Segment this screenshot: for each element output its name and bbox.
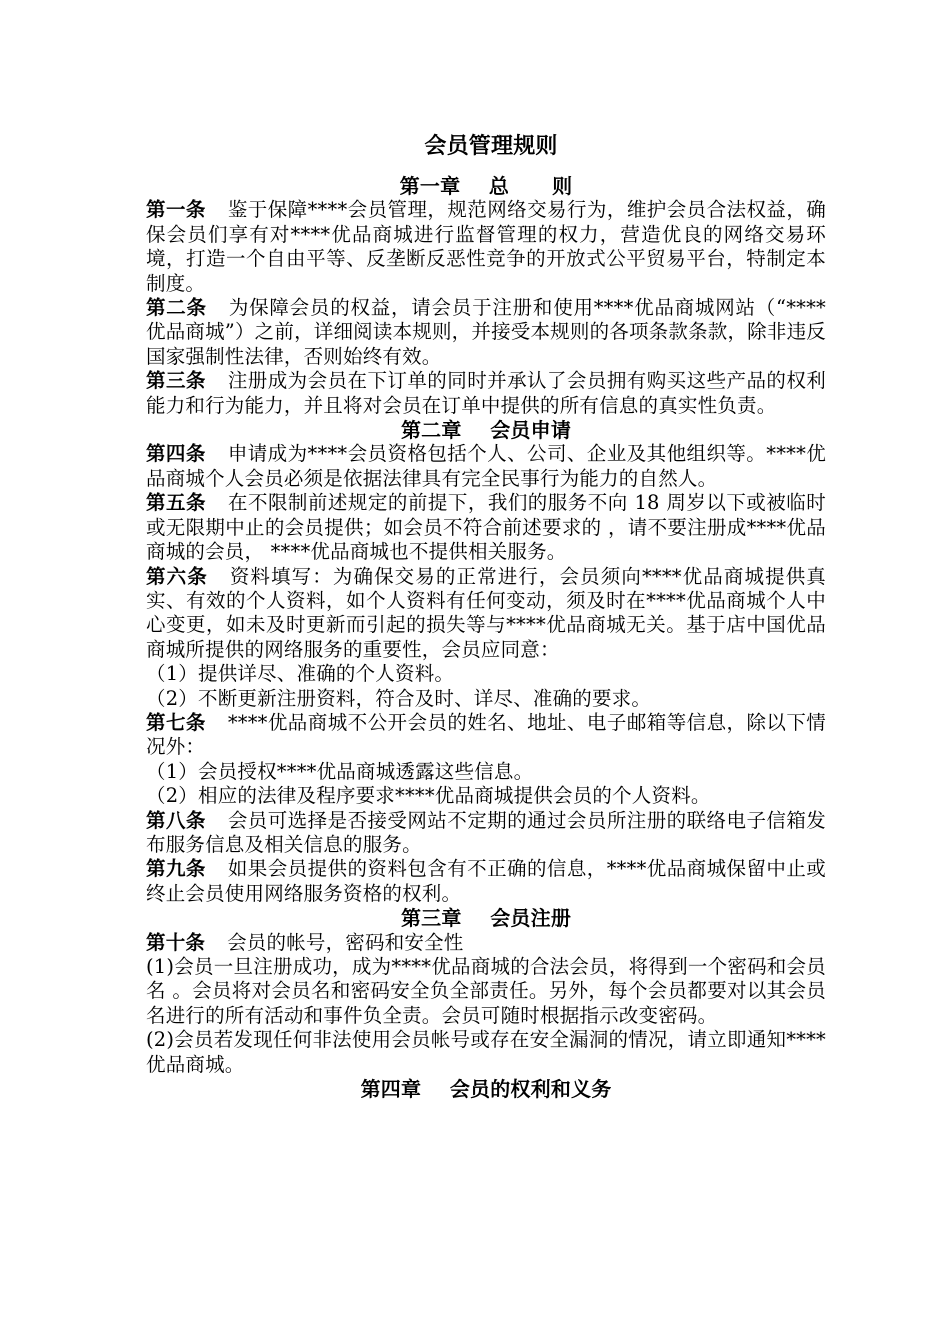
- article-text: 为保障会员的权益，请会员于注册和使用****优品商城网站（“****优品商城”）之前，详细阅读本规则，并接受本规则的各项条款条款，除非违反国家强制性法律，否则始终有效。: [146, 296, 826, 368]
- article-text: 如果会员提供的资料包含有不正确的信息，****优品商城保留中止或终止会员使用网络服务资格的权利。: [146, 857, 826, 905]
- article: [146, 931, 826, 955]
- article-label: 第七条: [146, 710, 206, 734]
- article: [146, 809, 826, 858]
- article-text: 会员的帐号，密码和安全性: [227, 930, 464, 954]
- article-label: 第十条: [146, 930, 206, 954]
- article: [146, 491, 826, 564]
- article-text: ****优品商城不公开会员的姓名、地址、电子邮箱等信息，除以下情况外：: [146, 710, 826, 759]
- article: [146, 857, 826, 906]
- list-item: （2）相应的法律及程序要求****优品商城提供会员的个人资料。: [146, 784, 711, 808]
- article-text: 注册成为会员在下订单的同时并承认了会员拥有购买这些产品的权利能力和行为能力，并且将对会员在订单中提供的所有信息的真实性负责。: [146, 369, 826, 417]
- article: [146, 565, 826, 663]
- article-text: 鉴于保障****会员管理，规范网络交易行为，维护会员合法权益，确保会员们享有对****优品商城进行监督管理的权力，营造优良的网络交易环境，打造一个自由平等、反垄断反恶性竞争的开放式公平贸易平台，特制定本制度。: [146, 198, 826, 295]
- article-text: 资料填写：为确保交易的正常进行，会员须向****优品商城提供真实、有效的个人资料，如个人资料有任何变动，须及时在****优品商城个人中心变更，如未及时更新而引起的损失等与****优品商城无关。基于店中国优品商城所提供的网络服务的重要性，会员应同意：: [146, 564, 826, 661]
- list-item: （2）不断更新注册资料，符合及时、详尽、准确的要求。: [146, 686, 652, 710]
- chapter-heading: 第二章 会员申请: [400, 418, 572, 443]
- article-label: 第六条: [146, 564, 208, 588]
- document-page: [146, 134, 826, 1101]
- article: [146, 442, 826, 491]
- article-label: 第三条: [146, 369, 206, 393]
- list-item: （1）会员授权****优品商城透露这些信息。: [146, 759, 534, 783]
- article: [146, 296, 826, 369]
- chapter-heading: 第四章 会员的权利和义务: [360, 1077, 612, 1102]
- article-text: 申请成为****会员资格包括个人、公司、企业及其他组织等。****优品商城个人会员必须是依据法律具有完全民事行为能力的自然人。: [146, 442, 826, 490]
- list-item: （1）提供详尽、准确的个人资料。: [146, 662, 455, 686]
- list-item: (2)会员若发现任何非法使用会员帐号或存在安全漏洞的情况，请立即通知****优品商城。: [146, 1028, 826, 1076]
- article-label: 第五条: [146, 491, 206, 515]
- article-label: 第八条: [146, 808, 206, 832]
- list-item: (1)会员一旦注册成功，成为****优品商城的合法会员，将得到一个密码和会员名 。会员将对会员名和密码安全负全部责任。另外，每个会员都要对以其会员名进行的所有活动和事件负全责。会员可随时根据指示改变密码。: [146, 955, 826, 1027]
- article: [146, 711, 826, 760]
- article-label: 第九条: [146, 857, 206, 881]
- article-label: 第二条: [146, 296, 207, 320]
- article-label: 第四条: [146, 442, 206, 466]
- chapter-heading: 第三章 会员注册: [400, 906, 572, 931]
- document-title: 会员管理规则: [424, 134, 558, 159]
- article: [146, 198, 826, 296]
- article: [146, 369, 826, 418]
- chapter-heading: 第一章 总 则: [399, 174, 573, 198]
- article-label: 第一条: [146, 198, 206, 222]
- article-text: 会员可选择是否接受网站不定期的通过会员所注册的联络电子信箱发布服务信息及相关信息的服务。: [146, 808, 826, 856]
- article-text: 在不限制前述规定的前提下，我们的服务不向 18 周岁以下或被临时或无限期中止的会员提供；如会员不符合前述要求的 ，请不要注册成****优品商城的会员， ****优品商城也不提供相关服务。: [146, 491, 826, 564]
